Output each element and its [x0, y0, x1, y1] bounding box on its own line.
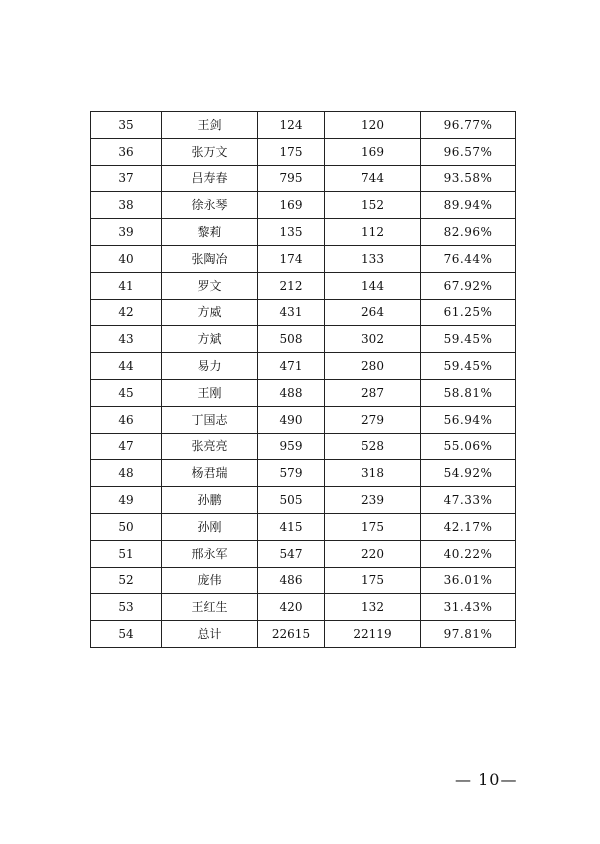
table-row — [91, 299, 516, 326]
cell-number: 43 — [91, 326, 162, 353]
cell-name: 黎莉 — [162, 219, 258, 246]
cell-name: 方斌 — [162, 326, 258, 353]
cell-name: 易力 — [162, 353, 258, 380]
cell-completed: 152 — [325, 192, 421, 219]
page-number: — 10— — [455, 770, 518, 789]
cell-number: 39 — [91, 219, 162, 246]
cell-rate: 36.01% — [421, 567, 516, 594]
table-row — [91, 192, 516, 219]
cell-name: 庞伟 — [162, 567, 258, 594]
cell-name: 方威 — [162, 299, 258, 326]
cell-total: 547 — [258, 540, 325, 567]
cell-number: 46 — [91, 406, 162, 433]
cell-total: 490 — [258, 406, 325, 433]
cell-rate: 55.06% — [421, 433, 516, 460]
table-row — [91, 272, 516, 299]
cell-rate: 47.33% — [421, 487, 516, 514]
table-row — [91, 487, 516, 514]
cell-name: 吕寿春 — [162, 165, 258, 192]
cell-completed: 280 — [325, 353, 421, 380]
cell-completed: 287 — [325, 379, 421, 406]
cell-rate: 54.92% — [421, 460, 516, 487]
data-table — [90, 111, 516, 648]
cell-rate: 76.44% — [421, 245, 516, 272]
cell-total: 169 — [258, 192, 325, 219]
cell-rate: 93.58% — [421, 165, 516, 192]
cell-rate: 61.25% — [421, 299, 516, 326]
cell-number: 53 — [91, 594, 162, 621]
cell-rate: 40.22% — [421, 540, 516, 567]
table-row — [91, 326, 516, 353]
cell-number: 47 — [91, 433, 162, 460]
cell-total: 505 — [258, 487, 325, 514]
cell-number: 51 — [91, 540, 162, 567]
cell-total: 175 — [258, 138, 325, 165]
cell-name: 王刚 — [162, 379, 258, 406]
cell-total: 174 — [258, 245, 325, 272]
cell-rate: 59.45% — [421, 353, 516, 380]
cell-completed: 169 — [325, 138, 421, 165]
cell-rate: 59.45% — [421, 326, 516, 353]
cell-number: 42 — [91, 299, 162, 326]
table-row — [91, 433, 516, 460]
cell-total: 959 — [258, 433, 325, 460]
table-row — [91, 245, 516, 272]
cell-number: 36 — [91, 138, 162, 165]
cell-completed: 528 — [325, 433, 421, 460]
table-row — [91, 379, 516, 406]
cell-completed: 120 — [325, 112, 421, 139]
cell-total: 795 — [258, 165, 325, 192]
cell-number: 37 — [91, 165, 162, 192]
cell-number: 52 — [91, 567, 162, 594]
table-row — [91, 353, 516, 380]
table-row — [91, 112, 516, 139]
cell-total: 22615 — [258, 621, 325, 648]
cell-name: 邢永军 — [162, 540, 258, 567]
cell-completed: 264 — [325, 299, 421, 326]
table-row — [91, 621, 516, 648]
table-body — [91, 112, 516, 648]
cell-name: 张亮亮 — [162, 433, 258, 460]
cell-number: 35 — [91, 112, 162, 139]
cell-number: 50 — [91, 513, 162, 540]
cell-name: 孙刚 — [162, 513, 258, 540]
cell-rate: 58.81% — [421, 379, 516, 406]
cell-name: 孙鹏 — [162, 487, 258, 514]
cell-number: 38 — [91, 192, 162, 219]
cell-rate: 97.81% — [421, 621, 516, 648]
cell-completed: 744 — [325, 165, 421, 192]
cell-name: 徐永琴 — [162, 192, 258, 219]
cell-name: 杨君瑞 — [162, 460, 258, 487]
cell-number: 44 — [91, 353, 162, 380]
cell-name: 王剑 — [162, 112, 258, 139]
table-row — [91, 219, 516, 246]
cell-number: 45 — [91, 379, 162, 406]
cell-completed: 318 — [325, 460, 421, 487]
table-row — [91, 138, 516, 165]
cell-completed: 175 — [325, 567, 421, 594]
cell-number: 48 — [91, 460, 162, 487]
cell-completed: 220 — [325, 540, 421, 567]
cell-total: 124 — [258, 112, 325, 139]
cell-name: 总计 — [162, 621, 258, 648]
cell-total: 486 — [258, 567, 325, 594]
table-row — [91, 460, 516, 487]
cell-name: 王红生 — [162, 594, 258, 621]
cell-rate: 67.92% — [421, 272, 516, 299]
cell-name: 丁国志 — [162, 406, 258, 433]
cell-total: 488 — [258, 379, 325, 406]
cell-rate: 96.57% — [421, 138, 516, 165]
cell-completed: 239 — [325, 487, 421, 514]
cell-rate: 96.77% — [421, 112, 516, 139]
cell-completed: 279 — [325, 406, 421, 433]
cell-name: 张陶冶 — [162, 245, 258, 272]
cell-rate: 89.94% — [421, 192, 516, 219]
cell-total: 579 — [258, 460, 325, 487]
cell-completed: 22119 — [325, 621, 421, 648]
table-row — [91, 513, 516, 540]
cell-total: 508 — [258, 326, 325, 353]
table-row — [91, 406, 516, 433]
cell-number: 41 — [91, 272, 162, 299]
cell-completed: 302 — [325, 326, 421, 353]
cell-number: 54 — [91, 621, 162, 648]
cell-rate: 56.94% — [421, 406, 516, 433]
cell-rate: 82.96% — [421, 219, 516, 246]
table-row — [91, 567, 516, 594]
cell-total: 420 — [258, 594, 325, 621]
cell-total: 471 — [258, 353, 325, 380]
cell-total: 212 — [258, 272, 325, 299]
cell-name: 罗文 — [162, 272, 258, 299]
cell-completed: 132 — [325, 594, 421, 621]
table-row — [91, 594, 516, 621]
table-row — [91, 165, 516, 192]
cell-total: 415 — [258, 513, 325, 540]
cell-completed: 133 — [325, 245, 421, 272]
cell-completed: 144 — [325, 272, 421, 299]
cell-number: 49 — [91, 487, 162, 514]
cell-number: 40 — [91, 245, 162, 272]
cell-name: 张万文 — [162, 138, 258, 165]
cell-total: 431 — [258, 299, 325, 326]
cell-completed: 175 — [325, 513, 421, 540]
cell-total: 135 — [258, 219, 325, 246]
cell-rate: 42.17% — [421, 513, 516, 540]
table-row — [91, 540, 516, 567]
cell-completed: 112 — [325, 219, 421, 246]
cell-rate: 31.43% — [421, 594, 516, 621]
